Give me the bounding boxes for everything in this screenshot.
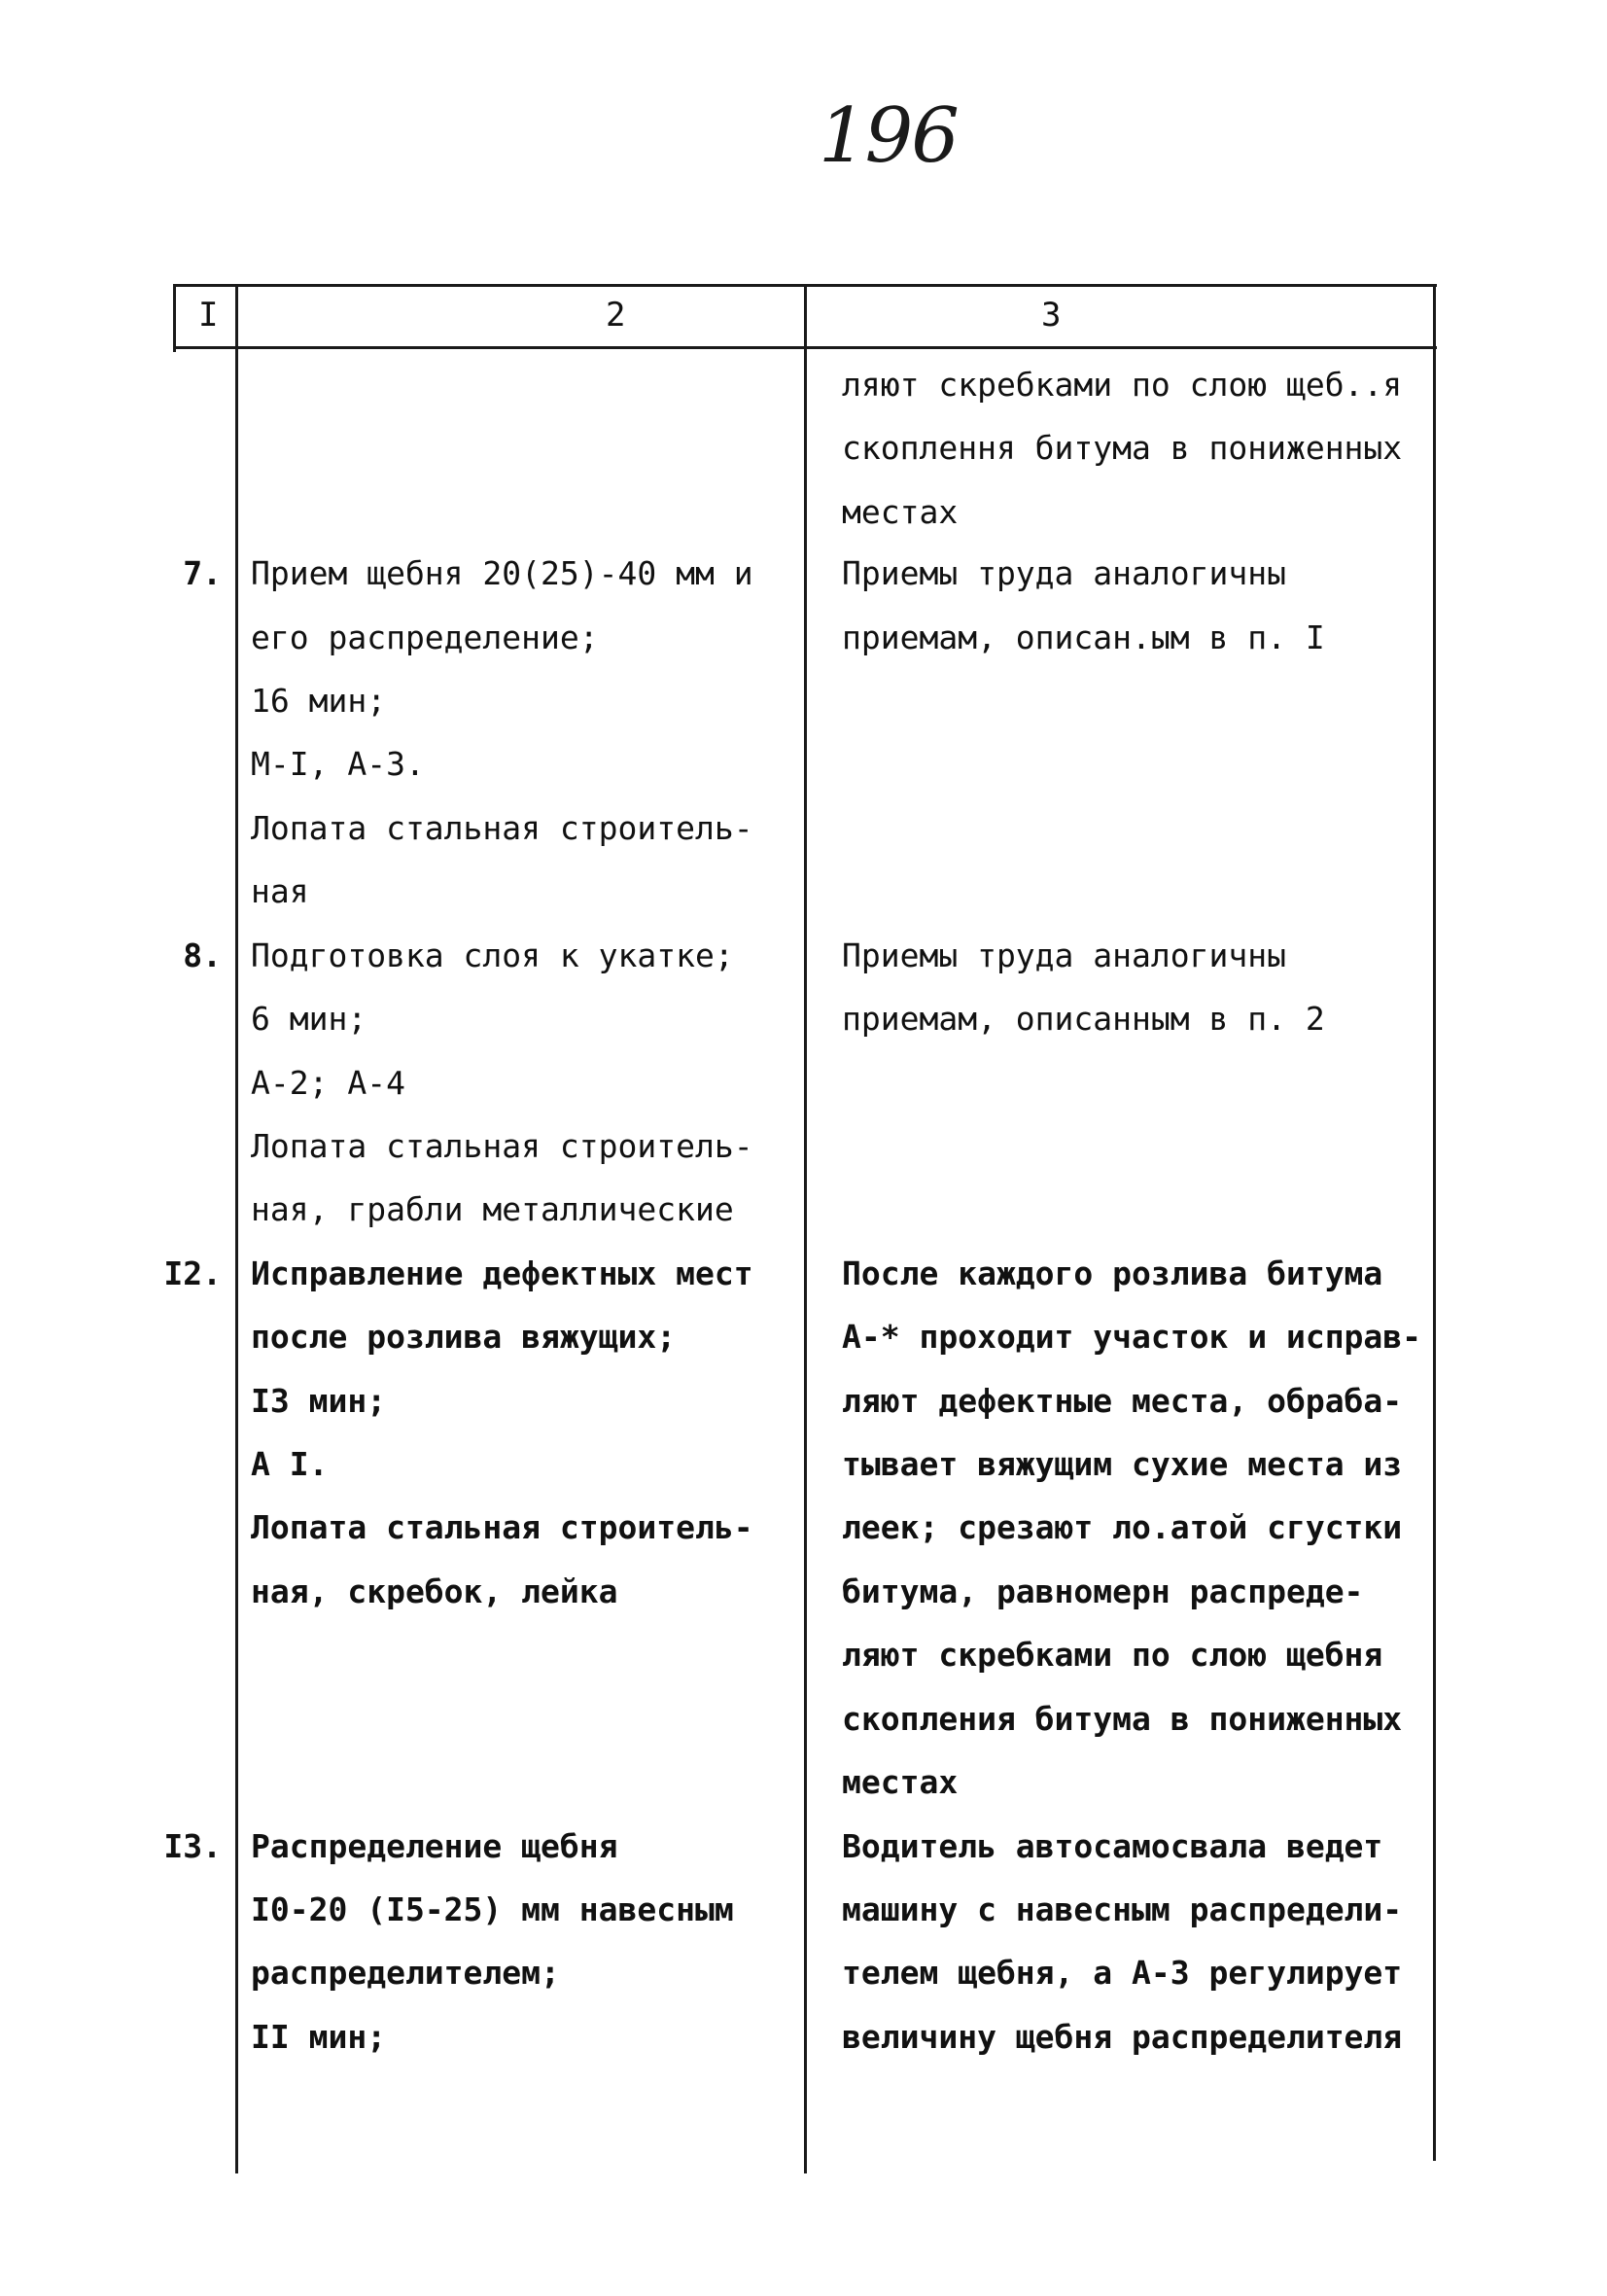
operation-line: Исправление дефектных мест bbox=[251, 1254, 753, 1292]
method-line: ляют дефектные места, обраба- bbox=[842, 1382, 1403, 1420]
continuation-line: скоплення битума в пониженных bbox=[842, 429, 1403, 467]
method-line: машину с навесным распредели- bbox=[842, 1890, 1403, 1928]
operation-line: после розлива вяжущих; bbox=[251, 1318, 677, 1356]
continuation-line: местах bbox=[842, 493, 959, 531]
method-line: Водитель автосамосвала ведет bbox=[842, 1827, 1383, 1865]
operation-line: II мин; bbox=[251, 2018, 387, 2056]
method-line: приемам, описанным в п. 2 bbox=[842, 1000, 1325, 1038]
operation-line: 6 мин; bbox=[251, 1000, 367, 1038]
header-col-3: 3 bbox=[1041, 296, 1062, 335]
operation-line: Лопата стальная строитель- bbox=[251, 1127, 753, 1165]
method-line: скопления битума в пониженных bbox=[842, 1700, 1403, 1738]
operation-line: ная, скребок, лейка bbox=[251, 1572, 618, 1610]
operation-line: Распределение щебня bbox=[251, 1827, 618, 1865]
method-line: приемам, описан.ым в п. I bbox=[842, 618, 1325, 656]
operation-line: Прием щебня 20(25)-40 мм и bbox=[251, 554, 753, 592]
operation-line: 16 мин; bbox=[251, 682, 387, 720]
table-right-border bbox=[1433, 284, 1436, 2161]
method-line: тывает вяжущим сухие места из bbox=[842, 1445, 1403, 1483]
method-line: Приемы труда аналогичны bbox=[842, 936, 1286, 974]
operation-line: Лопата стальная строитель- bbox=[251, 1508, 753, 1546]
operation-line: ная bbox=[251, 872, 309, 910]
continuation-line: ляют скребками по слою щеб..я bbox=[842, 366, 1403, 404]
method-line: телем щебня, а А-3 регулирует bbox=[842, 1954, 1403, 1992]
operation-line: М-I, А-3. bbox=[251, 745, 425, 783]
row-number: 8. bbox=[183, 936, 222, 974]
column-divider-1 bbox=[235, 284, 238, 2173]
row-number: I2. bbox=[163, 1254, 222, 1292]
operation-line: I0-20 (I5-25) мм навесным bbox=[251, 1890, 734, 1928]
page-number: 196 bbox=[819, 92, 958, 180]
method-line: После каждого розлива битума bbox=[842, 1254, 1383, 1292]
row-number: I3. bbox=[163, 1827, 222, 1865]
operation-line: распределителем; bbox=[251, 1954, 560, 1992]
method-line: ляют скребками по слою щебня bbox=[842, 1636, 1383, 1674]
row-number: 7. bbox=[183, 554, 222, 592]
column-divider-2 bbox=[804, 284, 807, 2173]
operation-line: А I. bbox=[251, 1445, 329, 1483]
operation-line: А-2; А-4 bbox=[251, 1064, 405, 1102]
operation-line: его распределение; bbox=[251, 618, 599, 656]
operation-line: I3 мин; bbox=[251, 1382, 387, 1420]
method-line: А-* проходит участок и исправ- bbox=[842, 1318, 1422, 1356]
method-line: леек; срезают ло.атой сгустки bbox=[842, 1508, 1403, 1546]
method-line: битума, равномерн распреде- bbox=[842, 1572, 1364, 1610]
header-col-2: 2 bbox=[606, 296, 626, 335]
method-line: местах bbox=[842, 1763, 959, 1801]
method-line: Приемы труда аналогичны bbox=[842, 554, 1286, 592]
operation-line: Подготовка слоя к укатке; bbox=[251, 936, 734, 974]
method-line: величину щебня распределителя bbox=[842, 2018, 1403, 2056]
table-left-border bbox=[173, 284, 176, 352]
operation-line: ная, грабли металлические bbox=[251, 1190, 734, 1228]
header-col-1: I bbox=[198, 296, 219, 335]
operation-line: Лопата стальная строитель- bbox=[251, 809, 753, 847]
